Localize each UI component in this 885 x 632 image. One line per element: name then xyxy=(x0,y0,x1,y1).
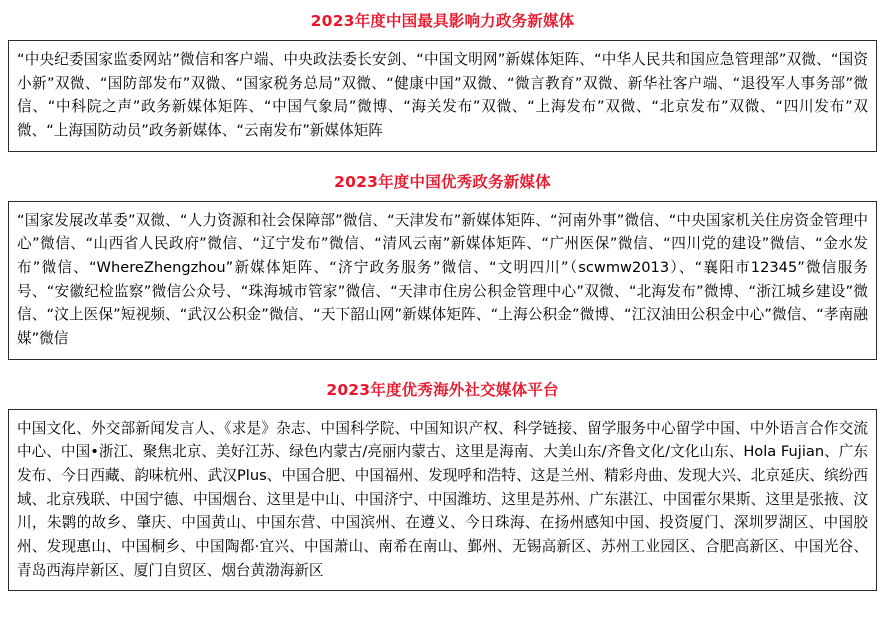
section-title-overseas-social-media: 2023年度优秀海外社交媒体平台 xyxy=(326,380,559,399)
section-title-excellent-government: 2023年度中国优秀政务新媒体 xyxy=(334,172,551,191)
section-body-most-influential: “中央纪委国家监委网站”微信和客户端、中央政法委长安剑、“中国文明网”新媒体矩阵、“中华人民共和国应急管理部”双微、“国资小新”双微、“国防部发布”双微、“国家税务总局”双微、“健康中国”双微、“微言教育”双微、新华社客户端、“退役军人事务部”微信、“中科院之声”政务新媒体矩阵、“中国气象局”微博、“海关发布”双微、“上海发布”双微、“北京发布”双微、“四川发布”双微、“上海国防动员”政务新媒体、“云南发布”新媒体矩阵 xyxy=(8,40,877,152)
section-body-overseas-social-media: 中国文化、外交部新闻发言人、《求是》杂志、中国科学院、中国知识产权、科学链接、留学服务中心留学中国、中外语言合作交流中心、中国•浙江、聚焦北京、美好江苏、绿色内蒙古/亮丽内蒙古、这里是海南、大美山东/齐鲁文化/文化山东、Hola Fujian、广东发布、今日西藏、韵味杭州、武汉Plus、中国合肥、中国福州、发现呼和浩特、这是兰州、精彩舟曲、发现大兴、北京延庆、缤纷西域、北京残联、中国宁德、中国烟台、这里是中山、中国济宁、中国潍坊、这里是苏州、广东湛江、中国霍尔果斯、这里是张掖、汶川，朱鹮的故乡、肇庆、中国黄山、中国东营、中国滨州、在遵义、今日珠海、在扬州感知中国、投资厦门、深圳罗湖区、中国胶州、发现惠山、中国桐乡、中国陶都·宜兴、中国萧山、南希在南山、鄞州、无锡高新区、苏州工业园区、合肥高新区、中国光谷、青岛西海岸新区、厦门自贸区、烟台黄渤海新区 xyxy=(8,409,877,591)
document-page xyxy=(0,11,885,591)
section-body-excellent-government: “国家发展改革委”双微、“人力资源和社会保障部”微信、“天津发布”新媒体矩阵、“河南外事”微信、“中央国家机关住房资金管理中心”微信、“山西省人民政府”微信、“辽宁发布”微信、“清风云南”新媒体矩阵、“广州医保”微信、“四川党的建设”微信、“金水发布”微信、“WhereZhengzhou”新媒体矩阵、“济宁政务服务”微信、“文明四川”（scwmw2013）、“襄阳市12345”微信服务号、“安徽纪检监察”微信公众号、“珠海城市管家”微信、“天津市住房公积金管理中心”双微、“北海发布”微博、“浙江城乡建设”微信、“汶上医保”短视频、“武汉公积金”微信、“天下韶山网”新媒体矩阵、“上海公积金”微博、“江汉油田公积金中心”微信、“孝南融媒”微信 xyxy=(8,201,877,360)
section-title-most-influential: 2023年度中国最具影响力政务新媒体 xyxy=(310,12,575,30)
